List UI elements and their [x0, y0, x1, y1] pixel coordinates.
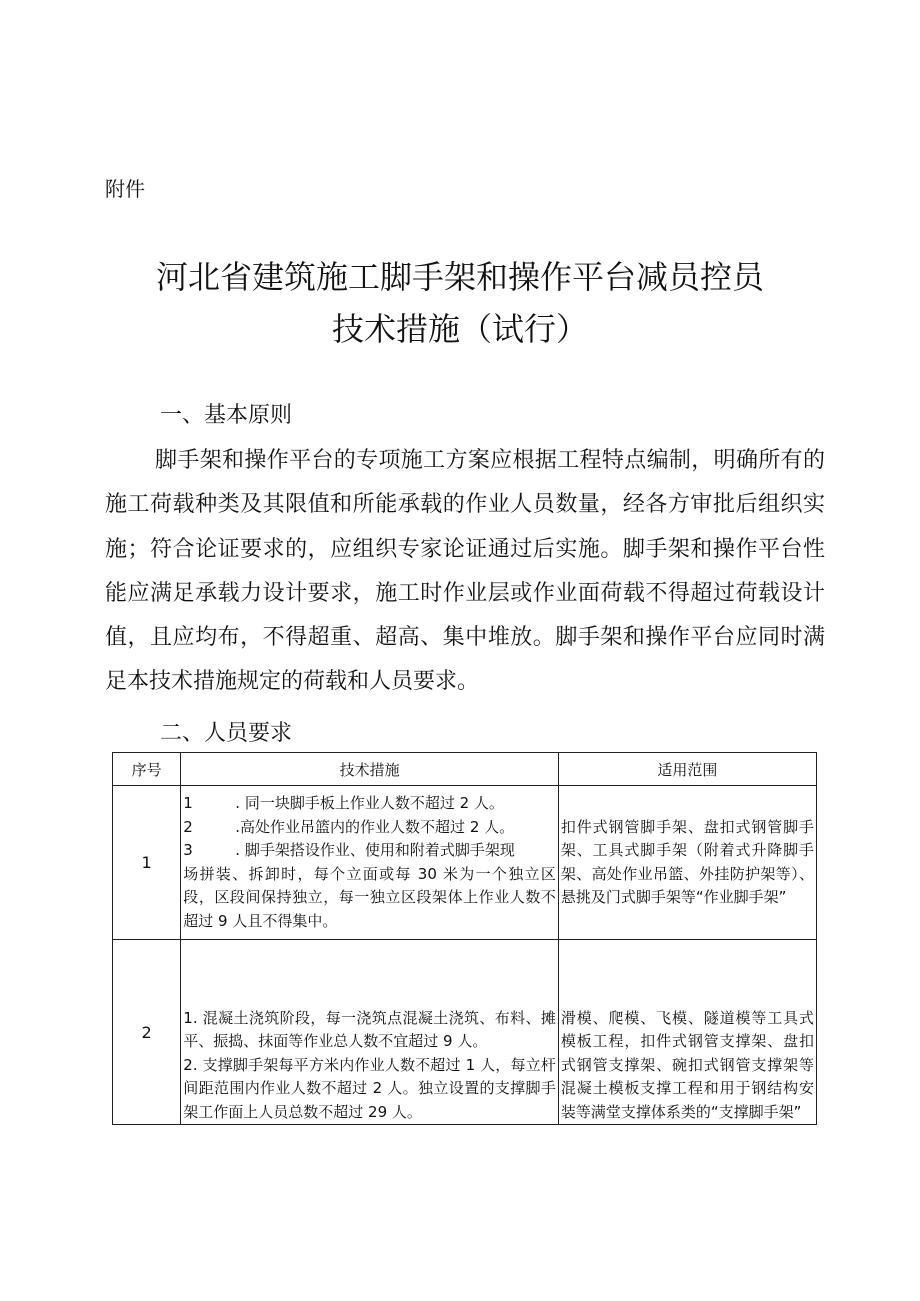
measure-item-continuation: 场拼装、拆卸时，每个立面或每 30 米为一个独立区段，区段间保持独立，每一独立区段架体上作业人数不超过 9 人且不得集中。	[183, 864, 556, 930]
personnel-requirements-table	[112, 752, 817, 1125]
table-row	[113, 940, 817, 1125]
document-title-line-1: 河北省建筑施工脚手架和操作平台减员控员	[155, 258, 764, 296]
measure-item: 1. 混凝土浇筑阶段，每一浇筑点混凝土浇筑、布料、摊平、振捣、抹面等作业总人数不宜超过 9 人。	[183, 1008, 556, 1050]
measure-item-number: 3	[183, 841, 193, 859]
row-serial-number: 2	[113, 940, 181, 1125]
measure-item-text: . 同一块脚手板上作业人数不超过 2 人。	[235, 794, 504, 812]
row-measures-cell	[181, 786, 559, 940]
attachment-label: 附件	[105, 177, 145, 201]
row-serial-number: 1	[113, 786, 181, 940]
measure-item-number: 1	[183, 794, 193, 812]
measure-item	[183, 816, 556, 840]
table-header-row	[113, 753, 817, 786]
header-scope-of-application: 适用范围	[558, 753, 816, 786]
measure-item-text: .高处作业吊篮内的作业人数不超过 2 人。	[235, 817, 515, 836]
row-scope-cell: 滑模、爬模、飞模、隧道模等工具式模板工程，扣件式钢管支撑架、盘扣式钢管支撑架、碗扣式钢管支撑架等混凝土模板支撑工程和用于钢结构安装等满堂支撑体系类的“支撑脚手架”	[558, 940, 816, 1125]
measure-item: 2. 支撑脚手架每平方米内作业人数不超过 1 人，每立杆间距范围内作业人数不超过 2 人。独立设置的支撑脚手架工作面上人员总数不超过 29 人。	[183, 1055, 556, 1121]
measure-item-number: 2	[183, 817, 193, 836]
measure-item	[183, 839, 556, 863]
table-row	[113, 786, 817, 940]
basic-principles-paragraph: 脚手架和操作平台的专项施工方案应根据工程特点编制，明确所有的施工荷载种类及其限值和所能承载的作业人员数量，经各方审批后组织实施；符合论证要求的，应组织专家论证通过后实施。脚手架和操作平台性能应满足承载力设计要求，施工时作业层或作业面荷载不得超过荷载设计值，且应均布，不得超重、超高、集中堆放。脚手架和操作平台应同时满足本技术措施规定的荷载和人员要求。	[105, 448, 825, 695]
header-serial-number: 序号	[113, 753, 181, 786]
measure-item-text: . 脚手架搭设作业、使用和附着式脚手架现	[235, 841, 515, 859]
header-technical-measures: 技术措施	[181, 753, 559, 786]
section-heading-basic-principles: 一、基本原则	[160, 403, 293, 428]
row-scope-cell: 扣件式钢管脚手架、盘扣式钢管脚手架、工具式脚手架（附着式升降脚手架、高处作业吊篮、外挂防护架等）、悬挑及门式脚手架等“作业脚手架”	[558, 786, 816, 940]
section-heading-personnel-requirements: 二、人员要求	[160, 721, 293, 746]
document-title-line-2: 技术措施（试行）	[331, 310, 588, 348]
measure-item	[183, 792, 556, 816]
row-measures-cell	[181, 940, 559, 1125]
